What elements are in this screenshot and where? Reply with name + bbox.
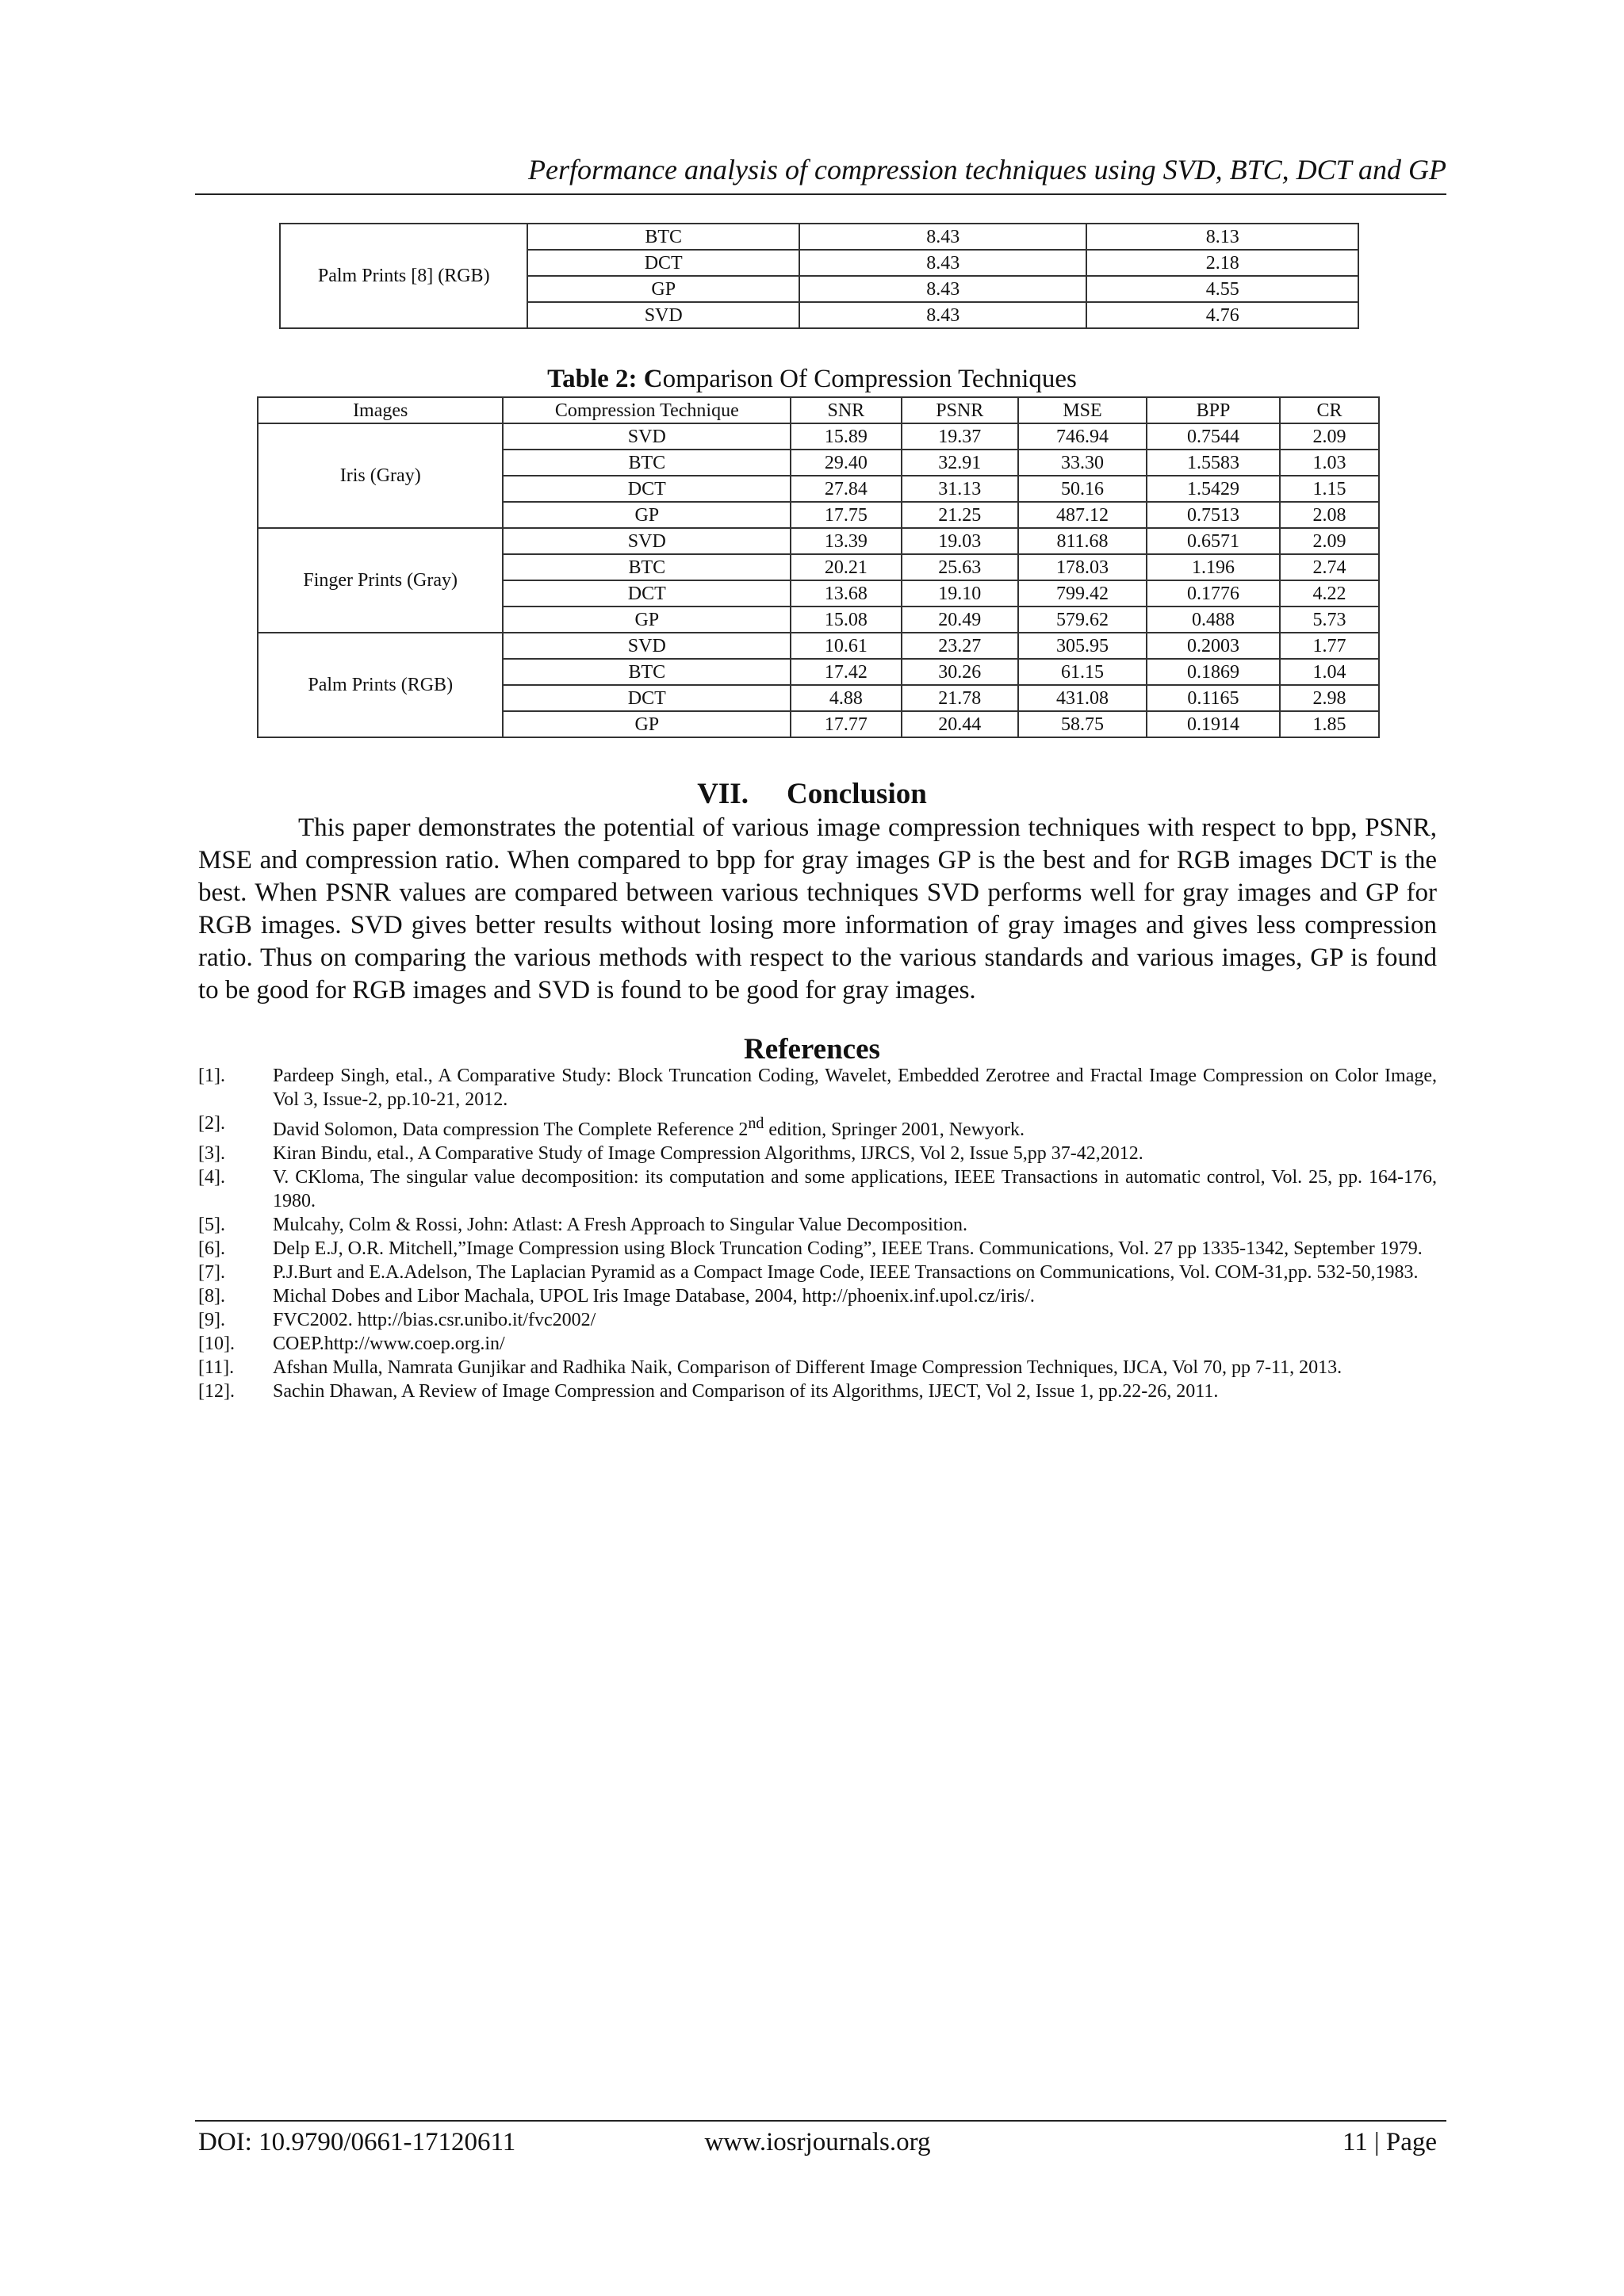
table-cell: 1.5429 — [1147, 476, 1280, 502]
section-title: Conclusion — [786, 778, 927, 810]
table-cell: DCT — [503, 685, 791, 711]
reference-text-main: Michal Dobes and Libor Machala, UPOL Iris Image Database, 2004, http://phoenix.inf.upol.cz/iris/. — [273, 1286, 1035, 1307]
table-cell: 2.09 — [1280, 423, 1379, 450]
reference-item — [198, 1112, 1437, 1142]
reference-number: [4]. — [198, 1167, 225, 1188]
references-list — [198, 1064, 1437, 1403]
table-cell: 0.7544 — [1147, 423, 1280, 450]
reference-number: [10]. — [198, 1334, 235, 1354]
reference-text — [273, 1308, 1437, 1332]
table-cell: 2.98 — [1280, 685, 1379, 711]
table-cell: 1.196 — [1147, 554, 1280, 580]
table-cell: 25.63 — [902, 554, 1019, 580]
reference-text — [273, 1284, 1437, 1308]
reference-text-tail: edition, Springer 2001, Newyork. — [764, 1119, 1025, 1140]
table-cell: 4.88 — [791, 685, 901, 711]
reference-item — [198, 1064, 1437, 1112]
footer-divider — [195, 2120, 1446, 2122]
table-cell: 1.04 — [1280, 659, 1379, 685]
table-cell: 2.74 — [1280, 554, 1379, 580]
table-cell: 21.78 — [902, 685, 1019, 711]
reference-text — [273, 1237, 1437, 1261]
reference-number: [7]. — [198, 1262, 225, 1283]
reference-text — [273, 1112, 1437, 1142]
column-header-cr: CR — [1280, 397, 1379, 423]
table-cell: SVD — [503, 528, 791, 554]
table-cell: 8.43 — [799, 224, 1087, 250]
table-cell: 17.75 — [791, 502, 901, 528]
reference-item — [198, 1308, 1437, 1332]
reference-item — [198, 1261, 1437, 1284]
reference-text-main: Kiran Bindu, etal., A Comparative Study of Image Compression Algorithms, IJRCS, Vol 2, Issue 5,pp 37-42,2012. — [273, 1143, 1143, 1164]
table-cell: DCT — [503, 580, 791, 607]
reference-number: [9]. — [198, 1310, 225, 1330]
reference-text-main: FVC2002. http://bias.csr.unibo.it/fvc2002/ — [273, 1310, 596, 1330]
reference-text-main: P.J.Burt and E.A.Adelson, The Laplacian Pyramid as a Compact Image Code, IEEE Transactions on Communications, Vol. COM-31,pp. 532-50,1983. — [273, 1262, 1419, 1283]
reference-item — [198, 1356, 1437, 1380]
reference-text — [273, 1165, 1437, 1213]
reference-text — [273, 1380, 1437, 1403]
reference-text-main: V. CKloma, The singular value decomposition: its computation and some applications, IEEE Transactions in automatic control, Vol. 25, pp. 164-176, 1980. — [273, 1167, 1437, 1211]
table-cell: SVD — [503, 423, 791, 450]
reference-number: [12]. — [198, 1381, 235, 1402]
table-cell: 4.55 — [1086, 276, 1358, 302]
reference-text-main: Afshan Mulla, Namrata Gunjikar and Radhika Naik, Comparison of Different Image Compression Techniques, IJCA, Vol 70, pp 7-11, 2013. — [273, 1357, 1342, 1378]
table-cell: 10.61 — [791, 633, 901, 659]
table-cell: 811.68 — [1018, 528, 1147, 554]
table1-continuation — [279, 223, 1359, 329]
table-cell: 0.1914 — [1147, 711, 1280, 737]
running-header-title: Performance analysis of compression techniques using SVD, BTC, DCT and GP — [528, 154, 1446, 186]
references-heading: References — [744, 1033, 880, 1066]
table-cell: SVD — [527, 302, 799, 328]
table-cell: 799.42 — [1018, 580, 1147, 607]
reference-text-main: Sachin Dhawan, A Review of Image Compression and Comparison of its Algorithms, IJECT, Vol 2, Issue 1, pp.22-26, 2011. — [273, 1381, 1219, 1402]
table-cell: 0.1776 — [1147, 580, 1280, 607]
table-cell: 305.95 — [1018, 633, 1147, 659]
reference-superscript: nd — [748, 1115, 764, 1132]
table-cell: 579.62 — [1018, 607, 1147, 633]
reference-item — [198, 1237, 1437, 1261]
column-header-mse: MSE — [1018, 397, 1147, 423]
table-cell: 2.08 — [1280, 502, 1379, 528]
table-cell: 8.13 — [1086, 224, 1358, 250]
reference-text-main: COEP.http://www.coep.org.in/ — [273, 1334, 505, 1354]
reference-number: [3]. — [198, 1143, 225, 1164]
table-cell: 32.91 — [902, 450, 1019, 476]
table-cell: 431.08 — [1018, 685, 1147, 711]
table-row — [258, 528, 1379, 554]
conclusion-paragraph: This paper demonstrates the potential of various image compression techniques with respect to bpp, PSNR, MSE and compression ratio. When compared to bpp for gray images GP is the best and for RGB images DCT is the best. When PSNR values are compared between various techniques SVD performs well for gray images and GP for RGB images. SVD gives better results without losing more information of gray images and gives less compression ratio. Thus on comparing the various methods with respect to the various standards and various images, GP is found to be good for RGB images and SVD is found to be good for gray images. — [198, 813, 1437, 1004]
table-cell: 746.94 — [1018, 423, 1147, 450]
table-cell: 20.49 — [902, 607, 1019, 633]
table-cell: 0.6571 — [1147, 528, 1280, 554]
reference-number: [2]. — [198, 1113, 225, 1134]
table2-comparison — [257, 396, 1380, 738]
table-cell: 19.37 — [902, 423, 1019, 450]
table-row — [280, 224, 1358, 250]
footer-journal-site: www.iosrjournals.org — [704, 2128, 931, 2156]
table-cell: 17.77 — [791, 711, 901, 737]
table-cell: 487.12 — [1018, 502, 1147, 528]
table-cell: SVD — [503, 633, 791, 659]
column-header-images: Images — [258, 397, 503, 423]
table-cell: 0.1165 — [1147, 685, 1280, 711]
group-label-finger-prints: Finger Prints (Gray) — [258, 528, 503, 633]
table-cell: 1.77 — [1280, 633, 1379, 659]
table1-group-label: Palm Prints [8] (RGB) — [280, 224, 527, 328]
table-cell: 17.42 — [791, 659, 901, 685]
footer-page-number: 11 | Page — [1342, 2128, 1437, 2156]
header-divider — [195, 193, 1446, 195]
table-cell: 2.09 — [1280, 528, 1379, 554]
column-header-psnr: PSNR — [902, 397, 1019, 423]
reference-number: [8]. — [198, 1286, 225, 1307]
table-cell: 1.15 — [1280, 476, 1379, 502]
reference-item — [198, 1142, 1437, 1165]
group-label-palm-prints: Palm Prints (RGB) — [258, 633, 503, 737]
table-cell: 61.15 — [1018, 659, 1147, 685]
table-cell: DCT — [503, 476, 791, 502]
table2-caption-text: omparison Of Compression Techniques — [662, 365, 1077, 393]
table-cell: 5.73 — [1280, 607, 1379, 633]
table-cell: GP — [503, 711, 791, 737]
table-cell: 23.27 — [902, 633, 1019, 659]
table-cell: 0.1869 — [1147, 659, 1280, 685]
reference-text — [273, 1356, 1437, 1380]
table-cell: BTC — [527, 224, 799, 250]
table-cell: 19.10 — [902, 580, 1019, 607]
table-header-row — [258, 397, 1379, 423]
footer-doi: DOI: 10.9790/0661-17120611 — [198, 2128, 516, 2156]
table-cell: GP — [527, 276, 799, 302]
reference-text — [273, 1261, 1437, 1284]
group-label-iris: Iris (Gray) — [258, 423, 503, 528]
reference-text-main: Mulcahy, Colm & Rossi, John: Atlast: A Fresh Approach to Singular Value Decomposition. — [273, 1215, 967, 1235]
table-cell: 31.13 — [902, 476, 1019, 502]
reference-text-main: Pardeep Singh, etal., A Comparative Study: Block Truncation Coding, Wavelet, Embedded Zerotree and Fractal Image Compression on Color Image, Vol 3, Issue-2, pp.10-21, 2012. — [273, 1066, 1437, 1110]
table-cell: 8.43 — [799, 276, 1087, 302]
table2-caption — [0, 363, 1624, 395]
section-number: VII. — [697, 778, 749, 810]
table-cell: 178.03 — [1018, 554, 1147, 580]
reference-text — [273, 1332, 1437, 1356]
table-cell: 1.03 — [1280, 450, 1379, 476]
reference-text-main: Delp E.J, O.R. Mitchell,”Image Compression using Block Truncation Coding”, IEEE Trans. Communications, Vol. 27 pp 1335-1342, September 1979. — [273, 1238, 1423, 1259]
reference-item — [198, 1165, 1437, 1213]
table-cell: 8.43 — [799, 250, 1087, 276]
table-cell: 15.08 — [791, 607, 901, 633]
table-cell: 13.39 — [791, 528, 901, 554]
column-header-bpp: BPP — [1147, 397, 1280, 423]
reference-item — [198, 1284, 1437, 1308]
table-cell: 2.18 — [1086, 250, 1358, 276]
reference-text — [273, 1064, 1437, 1112]
table-cell: 27.84 — [791, 476, 901, 502]
reference-text — [273, 1142, 1437, 1165]
table2-caption-label: Table 2: C — [547, 365, 663, 393]
table-cell: 13.68 — [791, 580, 901, 607]
table-cell: 8.43 — [799, 302, 1087, 328]
table-cell: 0.7513 — [1147, 502, 1280, 528]
table-cell: BTC — [503, 554, 791, 580]
table-cell: BTC — [503, 659, 791, 685]
section-heading-conclusion — [0, 777, 1624, 812]
table-cell: 50.16 — [1018, 476, 1147, 502]
reference-text — [273, 1213, 1437, 1237]
table-cell: 21.25 — [902, 502, 1019, 528]
table-cell: 15.89 — [791, 423, 901, 450]
reference-item — [198, 1380, 1437, 1403]
reference-item — [198, 1332, 1437, 1356]
table-cell: 4.22 — [1280, 580, 1379, 607]
reference-number: [1]. — [198, 1066, 225, 1086]
table-cell: 4.76 — [1086, 302, 1358, 328]
table-cell: 29.40 — [791, 450, 901, 476]
table-cell: 20.44 — [902, 711, 1019, 737]
table-cell: 1.5583 — [1147, 450, 1280, 476]
table-cell: DCT — [527, 250, 799, 276]
table-cell: GP — [503, 607, 791, 633]
table-cell: 58.75 — [1018, 711, 1147, 737]
table-cell: 1.85 — [1280, 711, 1379, 737]
table-row — [258, 633, 1379, 659]
reference-number: [6]. — [198, 1238, 225, 1259]
table-cell: 0.488 — [1147, 607, 1280, 633]
reference-text-main: David Solomon, Data compression The Complete Reference 2 — [273, 1119, 749, 1140]
reference-number: [5]. — [198, 1215, 225, 1235]
table-cell: GP — [503, 502, 791, 528]
column-header-snr: SNR — [791, 397, 901, 423]
table-cell: 19.03 — [902, 528, 1019, 554]
table-cell: 0.2003 — [1147, 633, 1280, 659]
table-cell: 33.30 — [1018, 450, 1147, 476]
column-header-technique: Compression Technique — [503, 397, 791, 423]
table-cell: 30.26 — [902, 659, 1019, 685]
table-cell: 20.21 — [791, 554, 901, 580]
table-row — [258, 423, 1379, 450]
reference-item — [198, 1213, 1437, 1237]
reference-number: [11]. — [198, 1357, 235, 1378]
table-cell: BTC — [503, 450, 791, 476]
